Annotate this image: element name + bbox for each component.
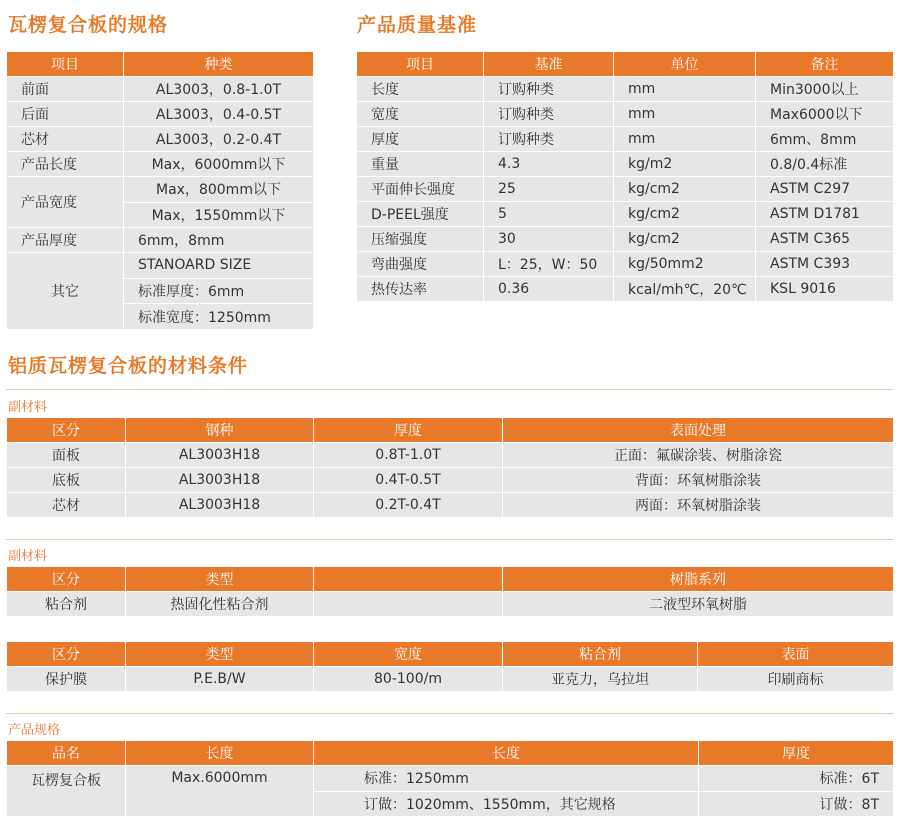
spec-core-value: AL3003，0.2-0.4T [124,127,314,152]
material3-cell-surface: 印刷商标 [698,667,894,692]
quality-header-standard: 基准 [484,52,614,77]
material1-cell-0-1: AL3003H18 [126,443,314,468]
sub-material-label-1: 副材料 [8,400,48,415]
material1-cell-2-2: 0.2T-0.4T [314,493,503,518]
quality-rows [357,77,894,302]
quality-cell-3-2: kg/m2 [614,152,756,177]
spec-width-label: 产品宽度 [7,177,124,228]
spec-back-value: AL3003，0.4-0.5T [124,102,314,127]
material-table-1 [6,417,894,518]
quality-cell-0-1: 订购种类 [484,77,614,102]
quality-cell-8-3: KSL 9016 [756,277,894,302]
quality-cell-1-1: 订购种类 [484,102,614,127]
table-row [7,766,894,792]
divider [6,389,893,390]
product-header-name: 品名 [7,741,126,766]
spec-front-label: 前面 [7,77,124,102]
material1-header-steel: 钢种 [126,418,314,443]
table-row [357,252,894,277]
material2-header-type: 类型 [126,567,314,592]
spec-back-label: 后面 [7,102,124,127]
quality-header-item: 项目 [357,52,484,77]
quality-cell-5-1: 5 [484,202,614,227]
quality-cell-6-1: 30 [484,227,614,252]
quality-cell-3-1: 4.3 [484,152,614,177]
product-spec-label: 产品规格 [8,723,61,738]
material1-rows [7,443,894,518]
material2-cell-empty [314,592,503,617]
material1-cell-2-3: 两面：环氧树脂涂装 [503,493,894,518]
quality-cell-5-3: ASTM D1781 [756,202,894,227]
material-table-2 [6,566,894,617]
spec-width-value-1: Max，800mm以下 [124,177,314,203]
material1-cell-2-1: AL3003H18 [126,493,314,518]
table-row [7,443,894,468]
quality-cell-1-0: 宽度 [357,102,484,127]
material1-cell-0-0: 面板 [7,443,126,468]
material1-cell-1-3: 背面：环氧树脂涂装 [503,468,894,493]
material3-cell-type: P.E.B/W [126,667,314,692]
product-cell-thickness-standard: 标准：6T [699,766,894,792]
table-row [7,468,894,493]
spec-other-value-3: 标准宽度：1250mm [124,304,314,330]
product-header-thickness: 厚度 [699,741,894,766]
material3-header-width: 宽度 [314,642,503,667]
quality-table [356,51,894,302]
material3-cell-width: 80-100/m [314,667,503,692]
quality-cell-0-2: mm [614,77,756,102]
table-row [7,102,314,127]
table-row [7,592,894,617]
material1-header-thickness: 厚度 [314,418,503,443]
table-row [357,177,894,202]
quality-cell-0-0: 长度 [357,77,484,102]
product-spec-table [6,740,894,817]
material1-cell-1-1: AL3003H18 [126,468,314,493]
quality-cell-7-0: 弯曲强度 [357,252,484,277]
material2-cell-resin: 二液型环氧树脂 [503,592,894,617]
table-row [357,102,894,127]
quality-cell-2-3: 6mm、8mm [756,127,894,152]
material2-header-category: 区分 [7,567,126,592]
table-row [7,152,314,177]
quality-cell-4-2: kg/cm2 [614,177,756,202]
quality-cell-5-2: kg/cm2 [614,202,756,227]
quality-cell-6-3: ASTM C365 [756,227,894,252]
quality-cell-1-2: mm [614,102,756,127]
table-row [7,228,314,253]
divider [6,713,893,714]
table-row [357,77,894,102]
material2-cell-category: 粘合剂 [7,592,126,617]
quality-cell-7-2: kg/50mm2 [614,252,756,277]
product-header-length-1: 长度 [126,741,314,766]
quality-cell-7-3: ASTM C393 [756,252,894,277]
spec-width-value-2: Max，1550mm以下 [124,202,314,228]
product-cell-name: 瓦楞复合板 [7,766,126,817]
quality-header-unit: 单位 [614,52,756,77]
table-row [7,493,894,518]
spec-table [6,51,314,330]
quality-cell-7-1: L：25，W：50 [484,252,614,277]
table-row [7,77,314,102]
material1-cell-1-2: 0.4T-0.5T [314,468,503,493]
divider [6,539,893,540]
table-row [7,253,314,279]
quality-cell-8-2: kcal/mh℃，20℃ [614,277,756,302]
spec-other-value-2: 标准厚度：6mm [124,278,314,304]
material3-header-type: 类型 [126,642,314,667]
spec-thickness-label: 产品厚度 [7,228,124,253]
material2-header-empty [314,567,503,592]
quality-cell-6-0: 压缩强度 [357,227,484,252]
quality-cell-2-0: 厚度 [357,127,484,152]
quality-cell-8-0: 热传达率 [357,277,484,302]
material-title: 铝质瓦楞复合板的材料条件 [8,355,249,377]
spec-length-value: Max，6000mm以下 [124,152,314,177]
material1-cell-1-0: 底板 [7,468,126,493]
table-row [7,177,314,203]
product-cell-thickness-custom: 订做：8T [699,791,894,817]
table-row [7,127,314,152]
product-header-length-2: 长度 [314,741,699,766]
quality-cell-4-3: ASTM C297 [756,177,894,202]
material3-header-adhesive: 粘合剂 [503,642,698,667]
quality-cell-8-1: 0.36 [484,277,614,302]
table-row [357,277,894,302]
quality-cell-2-2: mm [614,127,756,152]
spec-front-value: AL3003，0.8-1.0T [124,77,314,102]
quality-cell-3-3: 0.8/0.4标准 [756,152,894,177]
spec-header-type: 种类 [124,52,314,77]
spec-other-value-1: STANOARD SIZE [124,253,314,279]
quality-cell-1-3: Max6000以下 [756,102,894,127]
quality-cell-3-0: 重量 [357,152,484,177]
quality-cell-5-0: D-PEEL强度 [357,202,484,227]
quality-cell-4-1: 25 [484,177,614,202]
spec-other-label: 其它 [7,253,124,330]
material3-header-surface: 表面 [698,642,894,667]
quality-title: 产品质量基准 [357,14,478,36]
material2-cell-type: 热固化性粘合剂 [126,592,314,617]
material3-header-category: 区分 [7,642,126,667]
material-table-3 [6,641,894,692]
material1-header-category: 区分 [7,418,126,443]
material3-cell-category: 保护膜 [7,667,126,692]
quality-header-note: 备注 [756,52,894,77]
material1-header-surface: 表面处理 [503,418,894,443]
material1-cell-2-0: 芯材 [7,493,126,518]
spec-length-label: 产品长度 [7,152,124,177]
table-row [357,127,894,152]
product-cell-length-2-standard: 标准：1250mm [314,766,699,792]
product-cell-length-1: Max.6000mm [126,766,314,817]
material1-cell-0-2: 0.8T-1.0T [314,443,503,468]
table-row [357,202,894,227]
spec-header-item: 项目 [7,52,124,77]
product-cell-length-2-custom: 订做：1020mm、1550mm，其它规格 [314,791,699,817]
table-row [357,227,894,252]
material2-header-resin: 树脂系列 [503,567,894,592]
table-row [357,152,894,177]
spec-core-label: 芯材 [7,127,124,152]
material1-cell-0-3: 正面：氟碳涂装、树脂涂瓷 [503,443,894,468]
spec-title: 瓦楞复合板的规格 [8,14,169,36]
table-row [7,667,894,692]
spec-thickness-value: 6mm，8mm [124,228,314,253]
quality-cell-0-3: Min3000以上 [756,77,894,102]
quality-cell-4-0: 平面伸长强度 [357,177,484,202]
quality-cell-2-1: 订购种类 [484,127,614,152]
sub-material-label-2: 副材料 [8,549,48,564]
quality-cell-6-2: kg/cm2 [614,227,756,252]
material3-cell-adhesive: 亚克力，乌拉坦 [503,667,698,692]
